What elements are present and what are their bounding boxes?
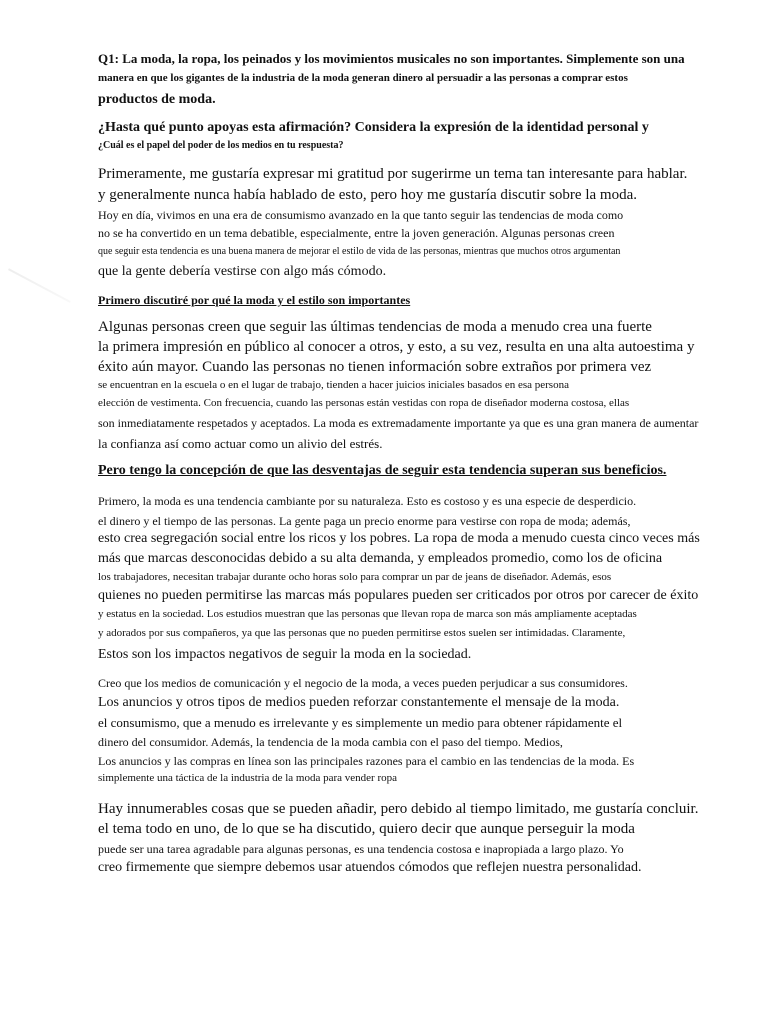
para3-line-3: el consumismo, que a menudo es irrelevante y es simplemente un medio para obtener rápidamente el [98, 715, 623, 730]
intro-line-5: que seguir esta tendencia es una buena manera de mejorar el estilo de vida de las personas, mientras que muchos otros argumentan [98, 246, 621, 257]
scan-artifact [8, 268, 71, 303]
para2-line-1: Primero, la moda es una tendencia cambiante por su naturaleza. Esto es costoso y es una especie de desperdicio. [98, 494, 637, 508]
prompt-line-1: ¿Hasta qué punto apoyas esta afirmación? Considera la expresión de la identidad personal y [98, 120, 649, 135]
section-heading-1: Primero discutiré por qué la moda y el estilo son importantes [98, 293, 411, 307]
para2-line-2: el dinero y el tiempo de las personas. La gente paga un precio enorme para vestirse con ropa de moda; además, [98, 514, 631, 528]
para1-line-2: la primera impresión en público al conocer a otros, y esto, a su vez, resulta en una alta autoestima y [98, 339, 695, 355]
intro-line-2: y generalmente nunca había hablado de esto, pero hoy me gustaría discutir sobre la moda. [98, 187, 637, 203]
prompt-line-2: ¿Cuál es el papel del poder de los medios en tu respuesta? [98, 140, 344, 151]
para2-line-9: Estos son los impactos negativos de seguir la moda en la sociedad. [98, 647, 472, 662]
para1-line-3: éxito aún mayor. Cuando las personas no tienen información sobre extraños por primera vez [98, 359, 652, 375]
question-line-1: Q1: La moda, la ropa, los peinados y los movimientos musicales no son importantes. Simplemente son una [98, 51, 685, 66]
para2-line-6: quienes no pueden permitirse las marcas más populares pueden ser criticados por otros por carecer de éxito [98, 588, 699, 603]
para1-line-6: son inmediatamente respetados y aceptados. La moda es extremadamente importante ya que es una gran manera de aumentar [98, 416, 699, 430]
para3-line-4: dinero del consumidor. Además, la tendencia de la moda cambia con el paso del tiempo. Medios, [98, 735, 563, 749]
intro-line-4: no se ha convertido en un tema debatible, especialmente, entre la joven generación. Algunas personas creen [98, 226, 615, 240]
para1-line-4: se encuentran en la escuela o en el lugar de trabajo, tienden a hacer juicios iniciales basados en esa persona [98, 379, 569, 391]
para2-line-4: más que marcas desconocidas debido a su alta demanda, y empleados promedio, como los de oficina [98, 551, 663, 566]
question-line-3: productos de moda. [98, 92, 216, 107]
intro-line-1: Primeramente, me gustaría expresar mi gratitud por sugerirme un tema tan interesante para hablar. [98, 166, 688, 182]
intro-line-3: Hoy en día, vivimos en una era de consumismo avanzado en la que tanto seguir las tendencias de moda como [98, 208, 624, 222]
intro-line-6: que la gente debería vestirse con algo más cómodo. [98, 264, 387, 279]
question-line-2: manera en que los gigantes de la industria de la moda generan dinero al persuadir a las personas a comprar estos [98, 72, 628, 84]
section-heading-2: Pero tengo la concepción de que las desventajas de seguir esta tendencia superan sus beneficios. [98, 463, 667, 478]
conclusion-line-4: creo firmemente que siempre debemos usar atuendos cómodos que reflejen nuestra personalidad. [98, 860, 642, 875]
conclusion-line-1: Hay innumerables cosas que se pueden añadir, pero debido al tiempo limitado, me gustaría concluir. [98, 801, 699, 817]
para3-line-2: Los anuncios y otros tipos de medios pueden reforzar constantemente el mensaje de la moda. [98, 695, 620, 710]
para1-line-1: Algunas personas creen que seguir las últimas tendencias de moda a menudo crea una fuerte [98, 319, 652, 335]
para3-line-1: Creo que los medios de comunicación y el negocio de la moda, a veces pueden perjudicar a sus consumidores. [98, 676, 628, 690]
para3-line-5: Los anuncios y las compras en línea son las principales razones para el cambio en las tendencias de la moda. Es [98, 754, 635, 768]
para1-line-5: elección de vestimenta. Con frecuencia, cuando las personas están vestidas con ropa de diseñador moderna costosa, ellas [98, 397, 630, 409]
para2-line-3: esto crea segregación social entre los ricos y los pobres. La ropa de moda a menudo cuesta cinco veces más [98, 531, 700, 546]
para2-line-8: y adorados por sus compañeros, ya que las personas que no pueden permitirse estos suelen ser intimidadas. Claramente, [98, 627, 626, 639]
para2-line-5: los trabajadores, necesitan trabajar durante ocho horas solo para comprar un par de jeans de diseñador. Además, esos [98, 571, 612, 583]
para3-line-6: simplemente una táctica de la industria de la moda para vender ropa [98, 772, 398, 784]
para2-line-7: y estatus en la sociedad. Los estudios muestran que las personas que llevan ropa de marca son más ampliamente aceptadas [98, 608, 637, 620]
conclusion-line-2: el tema todo en uno, de lo que se ha discutido, quiero decir que aunque perseguir la moda [98, 821, 635, 837]
para1-line-7: la confianza así como actuar como un alivio del estrés. [98, 436, 383, 451]
conclusion-line-3: puede ser una tarea agradable para algunas personas, es una tendencia costosa e inapropiada a largo plazo. Yo [98, 842, 624, 856]
